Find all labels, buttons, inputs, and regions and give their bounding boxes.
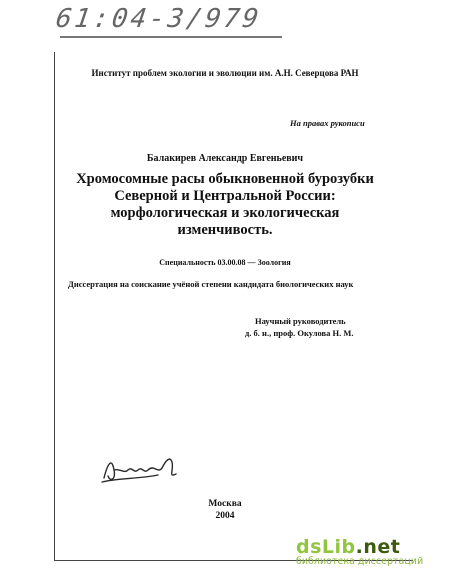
title-line-2: Северной и Центральной России: (114, 188, 336, 204)
signature-icon (98, 448, 184, 488)
city: Москва (208, 499, 242, 509)
publication-place-year (0, 498, 450, 522)
author-name: Балакирев Александр Евгеньевич (146, 153, 304, 164)
manuscript-rights: На правах рукописи (290, 118, 365, 128)
archive-stamp: 61:04-3/979 (53, 4, 264, 34)
degree-statement: Диссертация на соискание учёной степени кандидата биологических наук (68, 279, 354, 289)
title-line-1: Хромосомные расы обыкновенной бурозубки (76, 171, 374, 187)
dissertation-title (60, 171, 390, 239)
title-line-4: изменчивость. (177, 222, 273, 238)
title-line-3: морфологическая и экологическая (110, 205, 340, 221)
stamp-underline (60, 36, 282, 38)
watermark-logo[interactable] (296, 537, 444, 568)
advisor-label: Научный руководитель (255, 316, 346, 326)
year: 2004 (215, 511, 235, 521)
watermark-caption: библиотека диссертаций (296, 556, 424, 567)
advisor-name: д. б. н., проф. Окулова Н. М. (245, 328, 354, 338)
watermark-logo-suffix: .net (355, 536, 401, 558)
watermark-logo-main: dsLib (296, 536, 356, 558)
specialty: Специальность 03.00.08 — Зоология (159, 258, 291, 267)
scientific-advisor (245, 315, 354, 339)
institute-name: Институт проблем экологии и эволюции им. А.Н. Северцова РАН (91, 68, 359, 78)
